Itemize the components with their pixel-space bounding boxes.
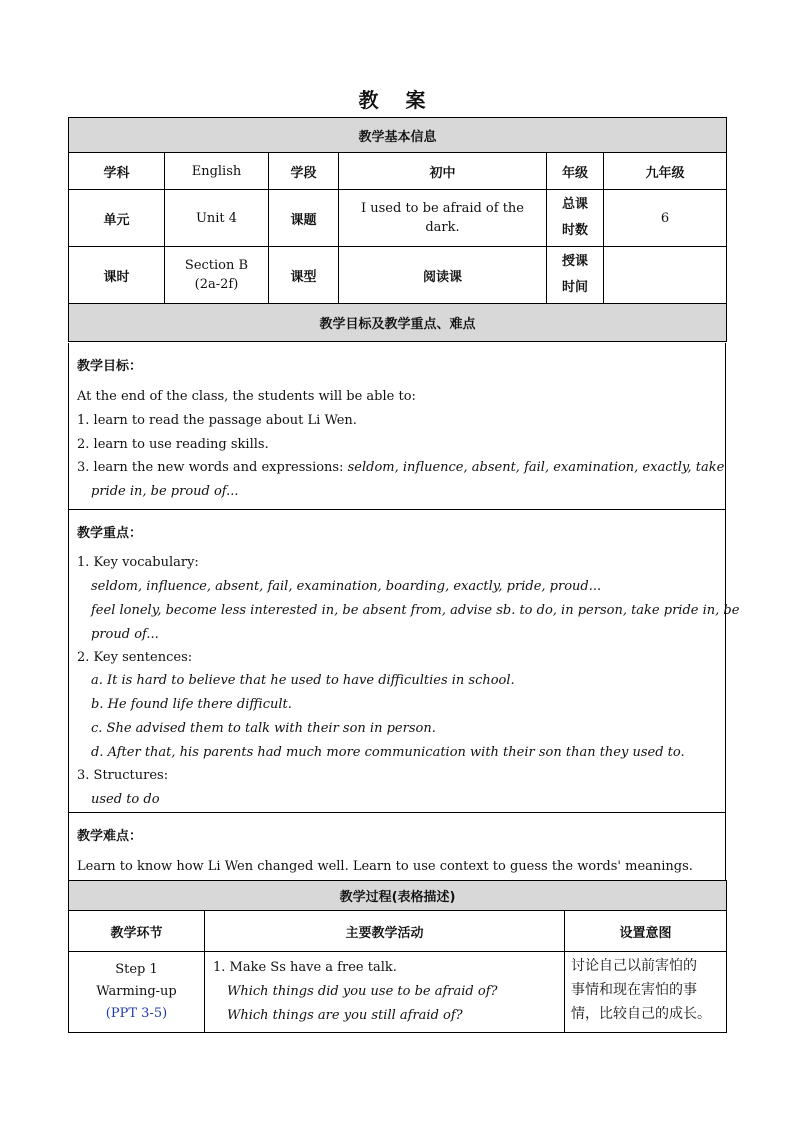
objective-item-2: 2. learn to use reading skills. xyxy=(77,437,269,452)
difficulties-text: Learn to know how Li Wen changed well. Learn to use context to guess the words' meanings. xyxy=(77,859,693,874)
key-vocabulary-line-1: seldom, influence, absent, fail, examination, boarding, exactly, pride, proud... xyxy=(91,579,602,594)
key-sentence-d: d. After that, his parents had much more communication with their son than they used to. xyxy=(91,745,685,760)
grade-label: 年级 xyxy=(547,153,604,190)
class-time-label-line-1: 授课 xyxy=(561,254,588,269)
grade-value: 九年级 xyxy=(604,153,727,190)
period-value-line-2: (2a-2f) xyxy=(194,277,239,292)
period-value-line-1: Section B xyxy=(184,258,249,273)
objectives-intro: At the end of the class, the students will be able to: xyxy=(77,389,416,404)
process-col-activities: 主要教学活动 xyxy=(205,911,565,952)
total-hours-label xyxy=(547,190,604,247)
objectives-section xyxy=(68,343,726,510)
key-sentences-label: 2. Key sentences: xyxy=(77,650,193,665)
topic-label: 课题 xyxy=(269,190,339,247)
intent-line-1: 讨论自己以前害怕的 xyxy=(571,958,697,974)
intent-line-3: 情，比较自己的成长。 xyxy=(571,1006,711,1022)
process-col-stage: 教学环节 xyxy=(69,911,205,952)
stage-label: 学段 xyxy=(269,153,339,190)
key-vocabulary-label: 1. Key vocabulary: xyxy=(77,555,199,570)
process-col-intent: 设置意图 xyxy=(565,911,727,952)
step-1-cell xyxy=(69,952,205,1033)
goals-header: 教学目标及教学重点、难点 xyxy=(69,304,727,342)
structures-label: 3. Structures: xyxy=(77,768,169,783)
class-time-label-line-2: 时间 xyxy=(561,280,588,295)
objective-item-3-prefix: 3. learn the new words and expressions: xyxy=(77,460,348,475)
class-time-label xyxy=(547,247,604,304)
key-sentence-b: b. He found life there difficult. xyxy=(91,697,292,712)
period-label: 课时 xyxy=(69,247,165,304)
key-vocabulary-line-3: proud of... xyxy=(91,627,159,642)
unit-value: Unit 4 xyxy=(165,190,269,247)
total-hours-label-line-2: 时数 xyxy=(561,223,588,238)
subject-value: English xyxy=(165,153,269,190)
total-hours-value: 6 xyxy=(604,190,727,247)
activity-line-2: Which things did you use to be afraid of? xyxy=(227,984,498,999)
key-sentence-c: c. She advised them to talk with their son in person. xyxy=(91,721,436,736)
step-1-name: Warming-up xyxy=(96,984,177,999)
objectives-heading: 教学目标： xyxy=(77,359,143,374)
objective-item-1: 1. learn to read the passage about Li Wen. xyxy=(77,413,357,428)
key-points-heading: 教学重点： xyxy=(77,526,143,541)
step-1-activities xyxy=(205,952,565,1033)
type-label: 课型 xyxy=(269,247,339,304)
intent-line-2: 事情和现在害怕的事 xyxy=(571,982,697,998)
objective-item-3 xyxy=(77,460,725,475)
activity-line-3: Which things are you still afraid of? xyxy=(227,1008,463,1023)
key-sentence-a: a. It is hard to believe that he used to have difficulties in school. xyxy=(91,673,515,688)
step-1-intent xyxy=(565,952,727,1033)
class-time-value xyxy=(604,247,727,304)
total-hours-label-line-1: 总课 xyxy=(561,197,588,212)
key-vocabulary-line-2: feel lonely, become less interested in, be absent from, advise sb. to do, in person, take pride in, be xyxy=(91,603,740,618)
difficulties-heading: 教学难点： xyxy=(77,829,143,844)
type-value: 阅读课 xyxy=(339,247,547,304)
page-title: 教 案 xyxy=(358,88,436,112)
basic-info-header: 教学基本信息 xyxy=(69,118,727,153)
step-1-ppt: (PPT 3-5) xyxy=(105,1006,168,1021)
step-1-title: Step 1 xyxy=(115,962,158,977)
period-value xyxy=(165,247,269,304)
topic-value: I used to be afraid of the dark. xyxy=(339,190,547,247)
stage-value: 初中 xyxy=(339,153,547,190)
subject-label: 学科 xyxy=(69,153,165,190)
process-header: 教学过程(表格描述) xyxy=(69,881,727,911)
basic-info-table xyxy=(68,117,726,342)
structures-value: used to do xyxy=(91,792,160,807)
key-points-section xyxy=(68,510,740,813)
activity-line-1: 1. Make Ss have a free talk. xyxy=(213,960,397,975)
difficulties-section xyxy=(68,813,726,881)
unit-label: 单元 xyxy=(69,190,165,247)
objective-item-3-words: seldom, influence, absent, fail, examination, exactly, take xyxy=(347,460,725,475)
process-table xyxy=(68,880,726,1033)
objective-item-3-continued: pride in, be proud of... xyxy=(91,484,239,499)
